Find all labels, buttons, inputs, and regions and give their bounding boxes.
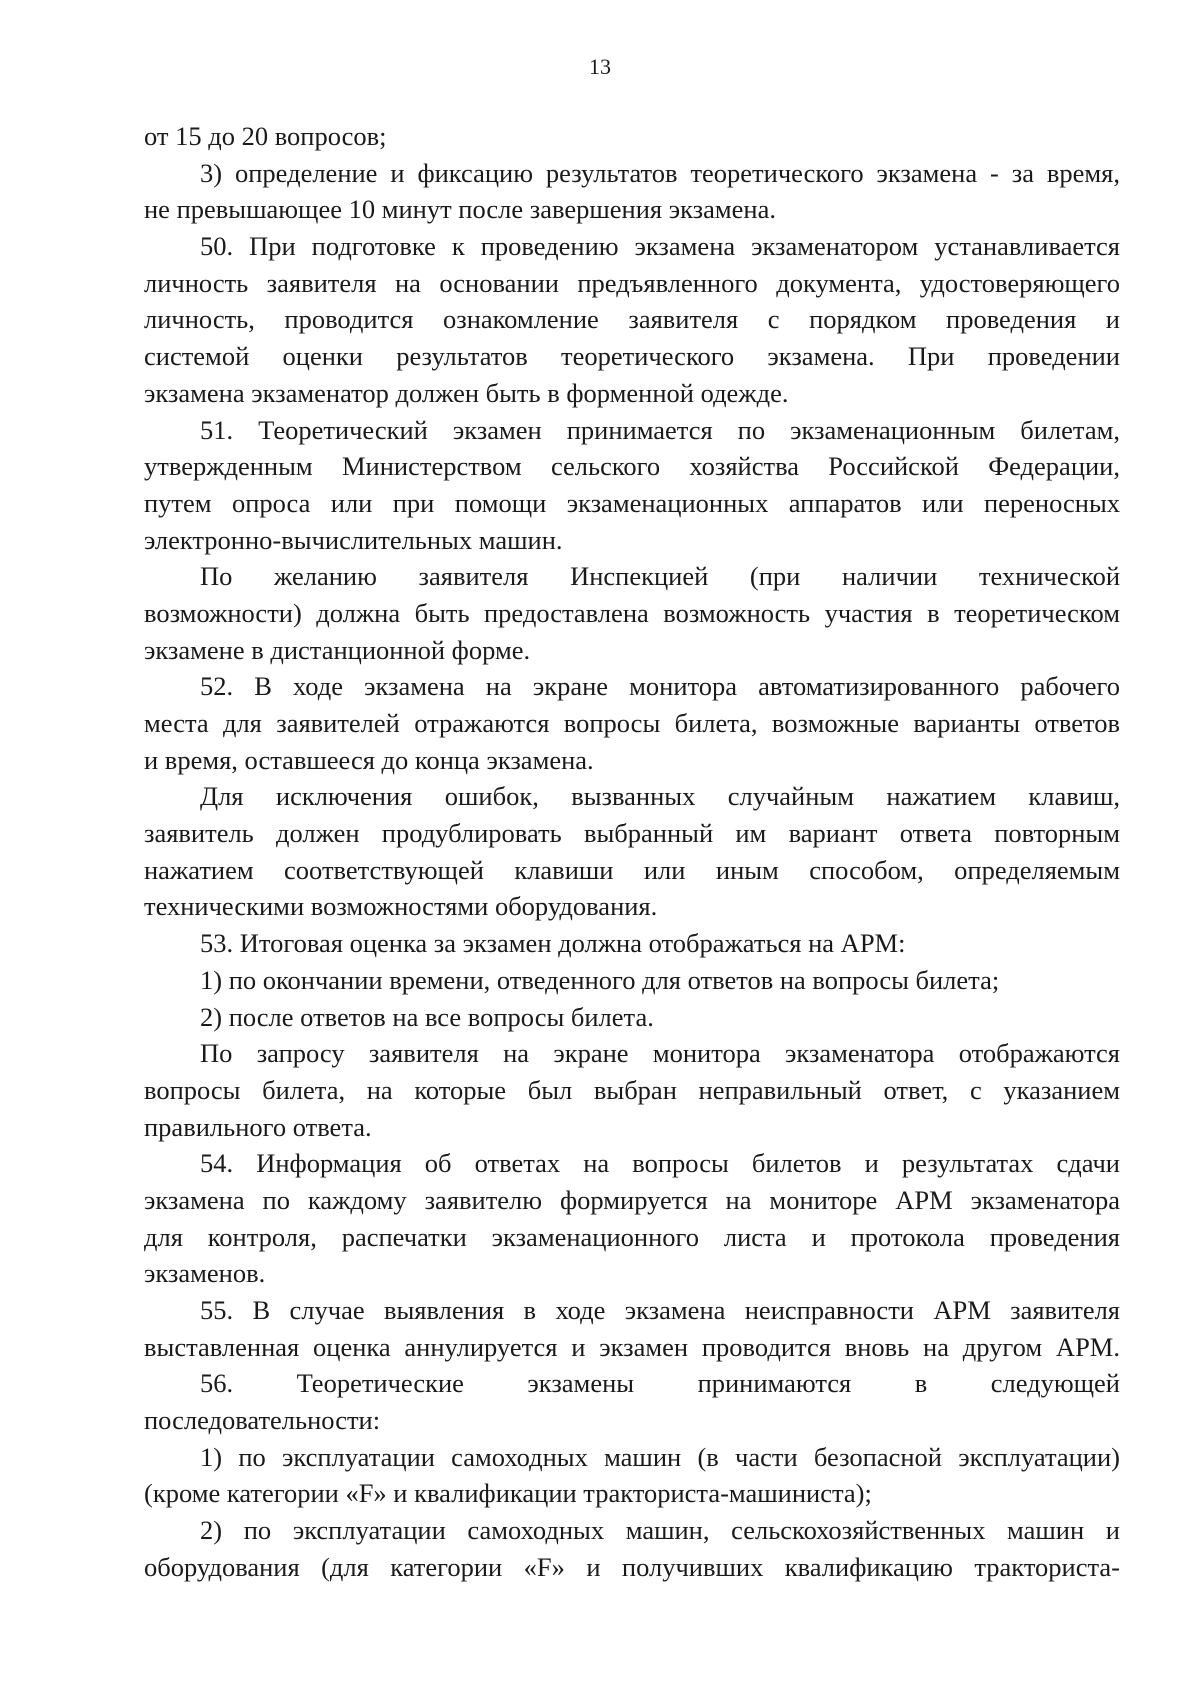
text-line: экзамена по каждому заявителю формируется на мониторе АРМ экзаменатора — [144, 1184, 1120, 1215]
text-line: 3) определение и фиксацию результатов теоретического экзамена - за время, — [200, 157, 1120, 188]
text-line: Для исключения ошибок, вызванных случайным нажатием клавиш, — [200, 781, 1120, 812]
text-line: техническими возможностями оборудования. — [144, 891, 658, 922]
text-line: 50. При подготовке к проведению экзамена экзаменатором устанавливается — [200, 231, 1120, 262]
text-line: По желанию заявителя Инспекцией (при наличии технической — [200, 561, 1120, 592]
text-line: 53. Итоговая оценка за экзамен должна отображаться на АРМ: — [200, 928, 906, 959]
text-line: 55. В случае выявления в ходе экзамена неисправности АРМ заявителя — [200, 1295, 1120, 1325]
text-line: от 15 до 20 вопросов; — [144, 121, 387, 151]
text-line: 51. Теоретический экзамен принимается по экзаменационным билетам, — [200, 414, 1120, 445]
text-line: оборудования (для категории «F» и получивших квалификацию тракториста- — [144, 1551, 1120, 1582]
text-line: 2) по эксплуатации самоходных машин, сельскохозяйственных машин и — [200, 1515, 1120, 1546]
text-line: системой оценки результатов теоретического экзамена. При проведении — [144, 341, 1120, 372]
text-line: места для заявителей отражаются вопросы билета, возможные варианты ответов — [144, 708, 1120, 738]
text-line: для контроля, распечатки экзаменационного листа и протокола проведения — [144, 1221, 1120, 1252]
text-line: 56. Теоретические экзамены принимаются в следующей — [200, 1368, 1120, 1399]
text-line: 52. В ходе экзамена на экране монитора автоматизированного рабочего — [200, 671, 1120, 702]
text-line: экзаменов. — [144, 1258, 266, 1289]
text-line: 54. Информация об ответах на вопросы билетов и результатах сдачи — [200, 1148, 1120, 1179]
text-line: путем опроса или при помощи экзаменационных аппаратов или переносных — [144, 487, 1120, 518]
text-line: 1) по эксплуатации самоходных машин (в части безопасной эксплуатации) — [200, 1441, 1120, 1472]
text-line: нажатием соответствующей клавиши или иным способом, определяемым — [144, 854, 1120, 885]
text-line: экзамене в дистанционной форме. — [144, 634, 531, 665]
text-line: утвержденным Министерством сельского хозяйства Российской Федерации, — [144, 451, 1120, 482]
text-line: выставленная оценка аннулируется и экзамен проводится вновь на другом АРМ. — [144, 1331, 1120, 1362]
text-line: экзамена экзаменатор должен быть в форменной одежде. — [144, 377, 789, 408]
text-line: вопросы билета, на которые был выбран неправильный ответ, с указанием — [144, 1074, 1120, 1105]
page-number: 13 — [589, 54, 611, 79]
text-line: последовательности: — [144, 1405, 381, 1436]
text-line: 2) после ответов на все вопросы билета. — [200, 1001, 654, 1032]
text-line: (кроме категории «F» и квалификации тракториста-машиниста); — [144, 1478, 872, 1509]
text-line: правильного ответа. — [144, 1111, 372, 1142]
text-line: 1) по окончании времени, отведенного для ответов на вопросы билета; — [200, 964, 1000, 995]
text-line: электронно-вычислительных машин. — [144, 524, 563, 555]
document-body — [144, 118, 1120, 1586]
text-line: личность, проводится ознакомление заявителя с порядком проведения и — [144, 304, 1120, 335]
text-line: возможности) должна быть предоставлена возможность участия в теоретическом — [144, 597, 1120, 628]
text-line: заявитель должен продублировать выбранный им вариант ответа повторным — [144, 818, 1120, 849]
text-line: личность заявителя на основании предъявленного документа, удостоверяющего — [144, 267, 1120, 298]
text-line: и время, оставшееся до конца экзамена. — [144, 744, 594, 775]
text-line: По запросу заявителя на экране монитора экзаменатора отображаются — [200, 1038, 1120, 1069]
text-line: не превышающее 10 минут после завершения экзамена. — [144, 194, 776, 225]
